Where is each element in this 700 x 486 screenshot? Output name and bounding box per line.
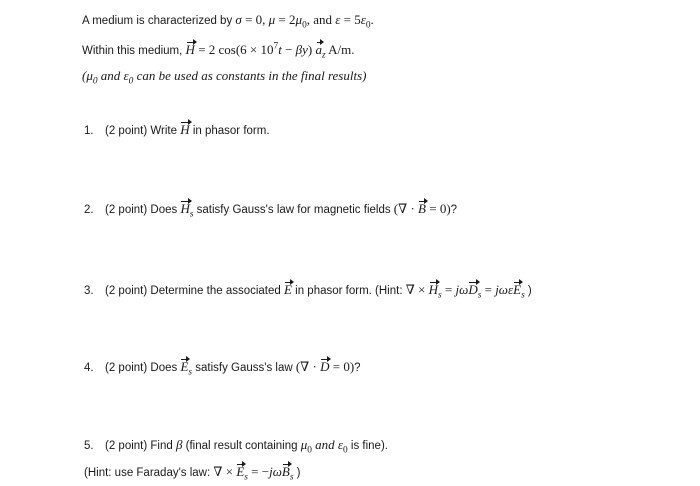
question-4: 4. (2 point) Does $E_s$ satisfy Gauss's law (∇ · D = 0)? (84, 359, 361, 378)
magnetic-field-expression: H = 2 $\cos(6 \times 10^7t - \beta y)$ $a_z$ A/m. (185, 41, 355, 61)
question-2: 2. (2 point) Does $H_s$ satisfy Gauss's law for magnetic fields (∇ · B = 0)? (84, 201, 458, 220)
question-5-number: 5. (84, 440, 94, 452)
question-5-points: (2 point) (105, 440, 148, 452)
intro-line-2-prefix: Within this medium, (82, 45, 183, 57)
question-1-number: 1. (84, 125, 94, 137)
question-3-points: (2 point) (105, 285, 148, 297)
intro-line-2 (82, 42, 355, 59)
question-5-hint: (Hint: use Faraday's law: ∇ × $E_s = -j\omega B_s$ ) (84, 464, 301, 483)
intro-line-1 (82, 12, 374, 29)
question-1-points: (2 point) (105, 125, 148, 137)
medium-parameters: σ = 0, $\mu = 2\mu_0$, and $\varepsilon = 5\varepsilon_0$. (235, 12, 374, 31)
question-4-points: (2 point) (105, 362, 148, 374)
question-3: 3. (2 point) Determine the associated E in phasor form. (Hint: ∇ × $H_s = j\omega D_s = j\omega\varepsilon E_s$ ) (84, 282, 532, 301)
question-4-number: 4. (84, 362, 94, 374)
intro-line-3: ($\mu_0$ and $\varepsilon_0$ can be used as constants in the final results) (82, 68, 367, 87)
question-5: 5. (2 point) Find β (final result containing $\mu_0$ and $\varepsilon_0$ is fine). (84, 437, 388, 456)
question-1: 1. (2 point) Write H in phasor form. (84, 122, 270, 137)
question-2-points: (2 point) (105, 204, 148, 216)
intro-line-1-prefix: A medium is characterized by (82, 15, 233, 27)
question-3-number: 3. (84, 285, 94, 297)
question-2-number: 2. (84, 204, 94, 216)
